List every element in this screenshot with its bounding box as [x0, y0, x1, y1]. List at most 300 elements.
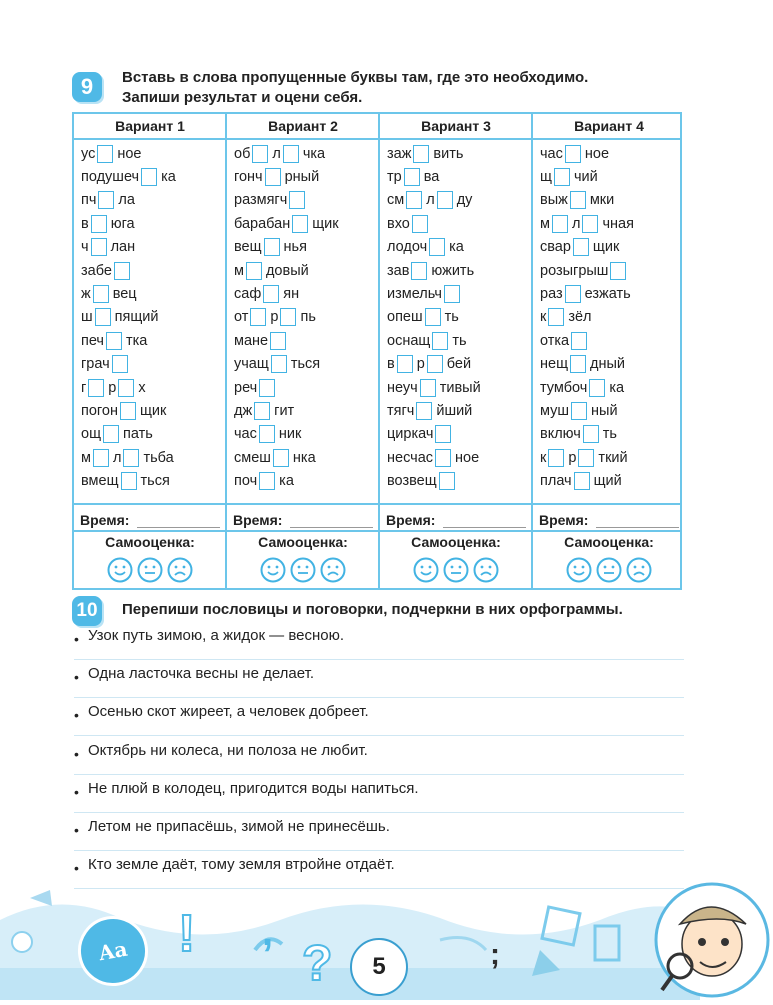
time-label: Время: — [80, 512, 130, 528]
word-fragment: л — [272, 145, 281, 162]
time-field — [386, 506, 526, 528]
word-item — [81, 376, 222, 399]
word-item — [234, 376, 375, 399]
letter-box[interactable] — [565, 285, 581, 303]
letter-box[interactable] — [583, 425, 599, 443]
letter-box[interactable] — [570, 355, 586, 373]
word-item — [387, 259, 528, 282]
word-item — [540, 423, 681, 446]
letter-box[interactable] — [582, 215, 598, 233]
word-fragment: вещ — [234, 239, 262, 256]
letter-box[interactable] — [97, 145, 113, 163]
variant-title: Вариант 4 — [574, 118, 644, 134]
letter-box[interactable] — [263, 285, 279, 303]
word-fragment: вить — [433, 145, 464, 162]
letter-box[interactable] — [548, 308, 564, 326]
time-label: Время: — [233, 512, 283, 528]
self-eval-label: Самооценка: — [105, 534, 195, 550]
word-fragment: ться — [290, 356, 321, 373]
writing-line[interactable] — [74, 735, 684, 736]
word-item — [234, 306, 375, 329]
sad-face-icon[interactable] — [167, 557, 193, 583]
word-item — [234, 353, 375, 376]
word-item — [81, 446, 222, 469]
page-number-text: 5 — [372, 953, 386, 980]
word-item — [234, 329, 375, 352]
letter-box[interactable] — [554, 168, 570, 186]
word-fragment: барабан — [234, 215, 291, 232]
word-fragment: бей — [446, 356, 472, 373]
word-fragment: зёл — [568, 309, 592, 326]
letter-box[interactable] — [114, 262, 130, 280]
word-fragment: саф — [234, 286, 262, 303]
task-number-10 — [72, 596, 102, 626]
word-fragment: нка — [292, 449, 316, 466]
word-item — [81, 165, 222, 188]
letter-box[interactable] — [259, 425, 275, 443]
word-fragment: ть — [452, 332, 467, 349]
letter-box[interactable] — [427, 355, 443, 373]
word-fragment: поч — [234, 473, 258, 490]
word-fragment: включ — [540, 426, 581, 443]
word-fragment: ник — [278, 426, 302, 443]
bullet: • — [74, 783, 79, 800]
word-fragment: тьба — [143, 449, 174, 466]
exclamation-mark: ! — [178, 905, 196, 963]
word-fragment: пч — [81, 192, 97, 209]
word-fragment: р — [568, 449, 577, 466]
letter-box[interactable] — [112, 355, 128, 373]
page-number — [350, 938, 408, 996]
word-item — [540, 306, 681, 329]
letter-box[interactable] — [289, 191, 305, 209]
word-item — [234, 282, 375, 305]
word-fragment: ка — [279, 473, 294, 490]
proverb-text: Октябрь ни колеса, ни полоза не любит. — [88, 741, 368, 759]
word-item — [234, 212, 375, 235]
letter-box[interactable] — [435, 449, 451, 467]
bullet: • — [74, 745, 79, 762]
writing-line[interactable] — [74, 774, 684, 775]
word-fragment: учащ — [234, 356, 269, 373]
task-number-9 — [72, 72, 102, 102]
word-item — [540, 282, 681, 305]
proverb-text: Не плюй в колодец, пригодится воды напиться. — [88, 779, 419, 797]
letter-box[interactable] — [95, 308, 111, 326]
letter-box[interactable] — [404, 168, 420, 186]
word-fragment: ткий — [598, 449, 628, 466]
word-fragment: ка — [161, 169, 176, 186]
word-fragment: плач — [540, 473, 572, 490]
word-fragment: р — [108, 379, 117, 396]
neutral-face-icon[interactable] — [137, 557, 163, 583]
word-fragment: нещ — [540, 356, 569, 373]
word-fragment: л — [426, 192, 435, 209]
letter-box[interactable] — [88, 379, 104, 397]
letter-box[interactable] — [416, 402, 432, 420]
word-fragment: юга — [110, 215, 135, 232]
letter-box[interactable] — [271, 355, 287, 373]
variants-table — [72, 112, 682, 590]
neutral-face-icon[interactable] — [596, 557, 622, 583]
writing-line[interactable] — [74, 697, 684, 698]
word-fragment: тягч — [387, 402, 415, 419]
word-fragment: об — [234, 145, 251, 162]
semicolon-mark: ; — [490, 938, 500, 971]
word-fragment: дный — [590, 356, 626, 373]
variant-column-4 — [533, 114, 685, 588]
word-fragment: тр — [387, 169, 402, 186]
writing-line[interactable] — [74, 812, 684, 813]
letter-box[interactable] — [259, 472, 275, 490]
word-fragment: зав — [387, 262, 410, 279]
word-fragment: м — [81, 449, 91, 466]
word-fragment: выж — [540, 192, 568, 209]
word-fragment: чная — [602, 215, 634, 232]
letter-box[interactable] — [252, 145, 268, 163]
word-fragment: вхо — [387, 215, 410, 232]
sad-face-icon[interactable] — [320, 557, 346, 583]
proverb-text: Осенью скот жиреет, а человек добреет. — [88, 703, 369, 721]
word-item — [387, 165, 528, 188]
word-fragment: отка — [540, 332, 570, 349]
word-fragment: несчас — [387, 449, 434, 466]
letter-box[interactable] — [412, 215, 428, 233]
word-fragment: смеш — [234, 449, 271, 466]
letter-box[interactable] — [435, 425, 451, 443]
sad-face-icon[interactable] — [626, 557, 652, 583]
word-item — [234, 423, 375, 446]
word-item — [234, 142, 375, 165]
word-fragment: ян — [283, 286, 300, 303]
word-item — [81, 329, 222, 352]
word-fragment: раз — [540, 286, 563, 303]
letter-box[interactable] — [429, 238, 445, 256]
proverb-text: Кто земле даёт, тому земля втройне отдаёт. — [88, 856, 395, 874]
word-fragment: езжать — [584, 286, 631, 303]
word-fragment: гит — [274, 402, 295, 419]
self-eval-label: Самооценка: — [258, 534, 348, 550]
letter-box[interactable] — [397, 355, 413, 373]
proverb-item — [74, 738, 684, 776]
letter-box[interactable] — [589, 379, 605, 397]
time-input-line[interactable] — [443, 513, 526, 528]
word-fragment: размягч — [234, 192, 288, 209]
word-fragment: ное — [455, 449, 480, 466]
proverb-text: Одна ласточка весны не делает. — [88, 665, 314, 683]
word-fragment: печ — [81, 332, 104, 349]
letter-box[interactable] — [121, 472, 137, 490]
word-fragment: мки — [589, 192, 615, 209]
word-fragment: тка — [126, 332, 148, 349]
letter-box[interactable] — [578, 449, 594, 467]
letter-box[interactable] — [444, 285, 460, 303]
word-fragment: щик — [139, 402, 167, 419]
detective-kid-illustration — [650, 880, 770, 1000]
time-label: Время: — [386, 512, 436, 528]
task-10-instruction-text: Перепиши пословицы и поговорки, подчеркни в них орфограммы. — [122, 601, 623, 618]
proverb-text: Узок путь зимою, а жидок — весною. — [88, 627, 345, 644]
letter-box[interactable] — [93, 449, 109, 467]
word-fragment: ное — [117, 145, 142, 162]
sad-face-icon[interactable] — [473, 557, 499, 583]
word-item — [540, 142, 681, 165]
variant-column-2 — [227, 114, 379, 588]
word-fragment: мане — [234, 332, 269, 349]
time-field — [539, 506, 679, 528]
writing-line[interactable] — [74, 850, 684, 851]
bullet: • — [74, 631, 79, 647]
happy-face-icon[interactable] — [260, 557, 286, 583]
word-fragment: ч — [81, 239, 89, 256]
word-fragment: щ — [540, 169, 552, 186]
word-item — [387, 189, 528, 212]
word-item — [234, 189, 375, 212]
word-list — [81, 142, 222, 493]
word-item — [540, 376, 681, 399]
letter-box[interactable] — [103, 425, 119, 443]
word-fragment: л — [112, 449, 122, 466]
letter-box[interactable] — [548, 449, 564, 467]
word-fragment: в — [387, 356, 395, 373]
word-fragment: довый — [265, 262, 309, 279]
word-item — [81, 236, 222, 259]
question-mark: ? — [302, 935, 333, 991]
word-list — [540, 142, 681, 493]
word-item — [81, 212, 222, 235]
word-fragment: измельч — [387, 286, 442, 303]
task-number-10-text: 10 — [76, 600, 98, 621]
letter-box[interactable] — [270, 332, 286, 350]
word-fragment: г — [81, 379, 87, 396]
word-item — [540, 189, 681, 212]
word-fragment: ка — [449, 239, 464, 256]
happy-face-icon[interactable] — [107, 557, 133, 583]
word-fragment: гонч — [234, 169, 263, 186]
self-eval-faces — [380, 557, 532, 583]
word-fragment: ное — [584, 145, 610, 162]
task-9-line-1: Вставь в слова пропущенные буквы там, где это необходимо. — [122, 69, 589, 86]
task-9-instruction — [122, 68, 588, 108]
word-fragment: опеш — [387, 309, 423, 326]
neutral-face-icon[interactable] — [290, 557, 316, 583]
letter-box[interactable] — [565, 145, 581, 163]
word-fragment: циркач — [387, 426, 434, 443]
writing-line[interactable] — [74, 659, 684, 660]
word-item — [540, 329, 681, 352]
time-input-line[interactable] — [290, 513, 373, 528]
word-fragment: в — [81, 215, 89, 232]
letter-box[interactable] — [552, 215, 568, 233]
letter-box[interactable] — [91, 238, 107, 256]
word-fragment: ду — [456, 192, 473, 209]
word-item — [540, 446, 681, 469]
word-fragment: л — [571, 215, 581, 232]
letter-box[interactable] — [141, 168, 157, 186]
word-item — [81, 399, 222, 422]
word-fragment: дж — [234, 402, 253, 419]
word-fragment: чий — [573, 169, 598, 186]
letter-box[interactable] — [610, 262, 626, 280]
word-list — [234, 142, 375, 493]
word-fragment: рный — [284, 169, 320, 186]
letter-box[interactable] — [437, 191, 453, 209]
word-fragment: ть — [444, 309, 459, 326]
word-fragment: тивый — [439, 379, 481, 396]
word-item — [540, 212, 681, 235]
word-item — [540, 259, 681, 282]
proverb-item — [74, 814, 684, 852]
word-item — [540, 353, 681, 376]
word-fragment: пь — [300, 309, 316, 326]
bullet: • — [74, 821, 79, 838]
word-item — [540, 165, 681, 188]
letter-box[interactable] — [91, 215, 107, 233]
letter-box[interactable] — [123, 449, 139, 467]
proverb-text: Летом не припасёшь, зимой не принесёшь. — [88, 817, 390, 835]
letter-box[interactable] — [283, 145, 299, 163]
self-eval-faces — [74, 557, 226, 583]
time-input-line[interactable] — [137, 513, 220, 528]
letter-box[interactable] — [273, 449, 289, 467]
letter-box[interactable] — [425, 308, 441, 326]
letter-box[interactable] — [420, 379, 436, 397]
variant-title: Вариант 3 — [421, 118, 491, 134]
word-item — [234, 469, 375, 492]
word-fragment: пать — [123, 426, 153, 443]
time-input-line[interactable] — [596, 513, 679, 528]
word-fragment: ш — [81, 309, 93, 326]
word-fragment: ка — [609, 379, 625, 396]
self-eval-label: Самооценка: — [411, 534, 501, 550]
word-fragment: заж — [387, 145, 412, 162]
word-fragment: от — [234, 309, 249, 326]
bullet: • — [74, 860, 79, 877]
word-item — [234, 399, 375, 422]
letter-box[interactable] — [432, 332, 448, 350]
word-list — [387, 142, 528, 493]
word-fragment: йший — [436, 402, 473, 419]
word-fragment: забе — [81, 262, 112, 279]
word-item — [81, 353, 222, 376]
comma-mark: , — [262, 910, 274, 954]
word-fragment: ж — [81, 286, 91, 303]
word-fragment: пящий — [114, 309, 159, 326]
word-fragment: ус — [81, 145, 96, 162]
word-item — [81, 189, 222, 212]
proverb-item — [74, 776, 684, 814]
letter-box[interactable] — [574, 472, 590, 490]
word-item — [81, 259, 222, 282]
letter-box[interactable] — [246, 262, 262, 280]
variant-title: Вариант 1 — [115, 118, 185, 134]
letter-box[interactable] — [264, 238, 280, 256]
letter-box[interactable] — [571, 402, 587, 420]
word-item — [387, 469, 528, 492]
word-fragment: возвещ — [387, 473, 437, 490]
word-item — [234, 236, 375, 259]
word-fragment: нья — [283, 239, 307, 256]
neutral-face-icon[interactable] — [443, 557, 469, 583]
letter-box[interactable] — [250, 308, 266, 326]
self-eval-faces — [227, 557, 379, 583]
word-item — [234, 259, 375, 282]
word-item — [387, 282, 528, 305]
word-fragment: ла — [118, 192, 135, 209]
word-fragment: час — [540, 145, 563, 162]
word-fragment: щий — [593, 473, 622, 490]
word-fragment: погон — [81, 402, 118, 419]
word-fragment: грач — [81, 356, 110, 373]
letter-box[interactable] — [118, 379, 134, 397]
task-9-line-2: Запиши результат и оцени себя. — [122, 89, 363, 106]
word-item — [387, 376, 528, 399]
word-fragment: оснащ — [387, 332, 431, 349]
letter-box[interactable] — [280, 308, 296, 326]
happy-face-icon[interactable] — [413, 557, 439, 583]
word-fragment: ный — [591, 402, 618, 419]
word-fragment: ощ — [81, 426, 101, 443]
letter-box[interactable] — [120, 402, 136, 420]
word-fragment: м — [540, 215, 550, 232]
word-fragment: р — [416, 356, 425, 373]
letter-box[interactable] — [573, 238, 589, 256]
word-item — [387, 306, 528, 329]
letter-box[interactable] — [98, 191, 114, 209]
letter-box[interactable] — [570, 191, 586, 209]
word-fragment: розыгрыш — [540, 262, 609, 279]
word-fragment: вмещ — [81, 473, 119, 490]
word-item — [540, 399, 681, 422]
self-eval-label: Самооценка: — [564, 534, 654, 550]
word-fragment: лодоч — [387, 239, 428, 256]
letter-box[interactable] — [439, 472, 455, 490]
word-item — [234, 165, 375, 188]
letter-box[interactable] — [265, 168, 281, 186]
letter-box[interactable] — [406, 191, 422, 209]
word-fragment: южить — [431, 262, 475, 279]
word-item — [387, 329, 528, 352]
bullet: • — [74, 669, 79, 686]
letter-box[interactable] — [259, 379, 275, 397]
task-10-instruction — [122, 600, 623, 620]
variant-title: Вариант 2 — [268, 118, 338, 134]
word-item — [81, 142, 222, 165]
letter-box[interactable] — [106, 332, 122, 350]
proverb-item — [74, 623, 684, 661]
time-label: Время: — [539, 512, 589, 528]
word-fragment: неуч — [387, 379, 418, 396]
letter-box[interactable] — [413, 145, 429, 163]
word-fragment: см — [387, 192, 405, 209]
proverb-item — [74, 699, 684, 737]
happy-face-icon[interactable] — [566, 557, 592, 583]
letter-box[interactable] — [254, 402, 270, 420]
word-item — [387, 446, 528, 469]
word-item — [387, 142, 528, 165]
word-fragment: щик — [312, 215, 339, 232]
proverbs-list — [74, 623, 684, 890]
letter-box[interactable] — [571, 332, 587, 350]
letter-box[interactable] — [93, 285, 109, 303]
word-item — [540, 236, 681, 259]
word-fragment: муш — [540, 402, 570, 419]
word-fragment: к — [540, 449, 547, 466]
letter-box[interactable] — [292, 215, 308, 233]
word-fragment: х — [138, 379, 146, 396]
word-item — [81, 282, 222, 305]
letter-box[interactable] — [411, 262, 427, 280]
